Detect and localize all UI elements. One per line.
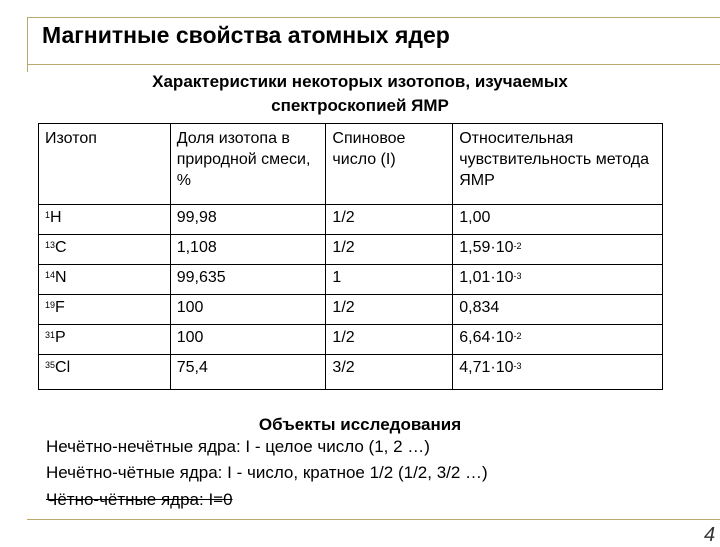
objects-line-odd-even: Нечётно-чётные ядра: I - число, кратное 1/2 (1/2, 3/2 …) [46, 463, 488, 482]
element-symbol: Cl [55, 359, 71, 376]
mass-number: 35 [45, 360, 56, 370]
mass-number: 13 [45, 240, 56, 250]
element-symbol: N [55, 269, 67, 286]
mass-number: 1 [45, 210, 51, 220]
spin-cell: 1/2 [326, 295, 453, 325]
table-row [39, 295, 663, 325]
title-underline [27, 64, 720, 65]
sensitivity-exponent: -3 [513, 271, 522, 281]
sensitivity-cell [453, 265, 663, 295]
sensitivity-value: 1,59·10 [459, 239, 514, 256]
objects-heading: Объекты исследования [258, 415, 462, 434]
element-symbol: P [55, 329, 66, 346]
frame-top-line [27, 17, 720, 18]
sensitivity-exponent: -2 [513, 331, 522, 341]
isotope-table [38, 123, 663, 390]
table-row [39, 355, 663, 390]
isotope-cell [39, 265, 171, 295]
isotope-cell [39, 325, 171, 355]
abundance-cell: 75,4 [170, 355, 326, 390]
mass-number: 19 [45, 300, 56, 310]
sensitivity-cell [453, 235, 663, 265]
isotope-cell [39, 205, 171, 235]
spin-cell: 1 [326, 265, 453, 295]
isotope-cell [39, 355, 171, 390]
sensitivity-cell [453, 325, 663, 355]
slide-title: Магнитные свойства атомных ядер [42, 22, 450, 48]
sensitivity-exponent: -3 [513, 361, 522, 371]
sensitivity-value: 1,00 [459, 209, 491, 226]
spin-cell: 3/2 [326, 355, 453, 390]
element-symbol: F [55, 299, 65, 316]
page-number: 4 [704, 524, 716, 546]
isotope-cell [39, 235, 171, 265]
mass-number: 14 [45, 270, 56, 280]
header-spin: Спиновое число (I) [326, 124, 453, 205]
sensitivity-cell [453, 205, 663, 235]
spin-cell: 1/2 [326, 205, 453, 235]
mass-number: 31 [45, 330, 56, 340]
element-symbol: H [50, 209, 62, 226]
table-row [39, 325, 663, 355]
sensitivity-value: 0,834 [459, 299, 500, 316]
table-row [39, 265, 663, 295]
abundance-cell: 99,98 [170, 205, 326, 235]
objects-line-odd-odd: Нечётно-нечётные ядра: I - целое число (1, 2 …) [46, 437, 430, 456]
header-isotope: Изотоп [39, 124, 171, 205]
spin-cell: 1/2 [326, 325, 453, 355]
header-sensitivity: Относительная чувствительность метода ЯМР [453, 124, 663, 205]
abundance-cell: 1,108 [170, 235, 326, 265]
table-row [39, 205, 663, 235]
abundance-cell: 99,635 [170, 265, 326, 295]
table-row [39, 235, 663, 265]
isotope-cell [39, 295, 171, 325]
abundance-cell: 100 [170, 325, 326, 355]
spin-cell: 1/2 [326, 235, 453, 265]
sensitivity-value: 6,64·10 [459, 329, 514, 346]
header-abundance: Доля изотопа в природной смеси, % [170, 124, 326, 205]
sensitivity-value: 4,71·10 [459, 359, 514, 376]
sensitivity-cell [453, 355, 663, 390]
abundance-cell: 100 [170, 295, 326, 325]
sensitivity-value: 1,01·10 [459, 269, 514, 286]
objects-line-even-even: Чётно-чётные ядра: I=0 [46, 490, 233, 509]
table-header-row [39, 124, 663, 205]
table-caption-line-1: Характеристики некоторых изотопов, изучаемых [152, 72, 568, 91]
sensitivity-exponent: -2 [513, 241, 522, 251]
element-symbol: C [55, 239, 67, 256]
table-caption-line-2: спектроскопией ЯМР [271, 96, 449, 115]
bottom-rule [27, 519, 720, 520]
sensitivity-cell [453, 295, 663, 325]
table-caption [40, 70, 680, 118]
